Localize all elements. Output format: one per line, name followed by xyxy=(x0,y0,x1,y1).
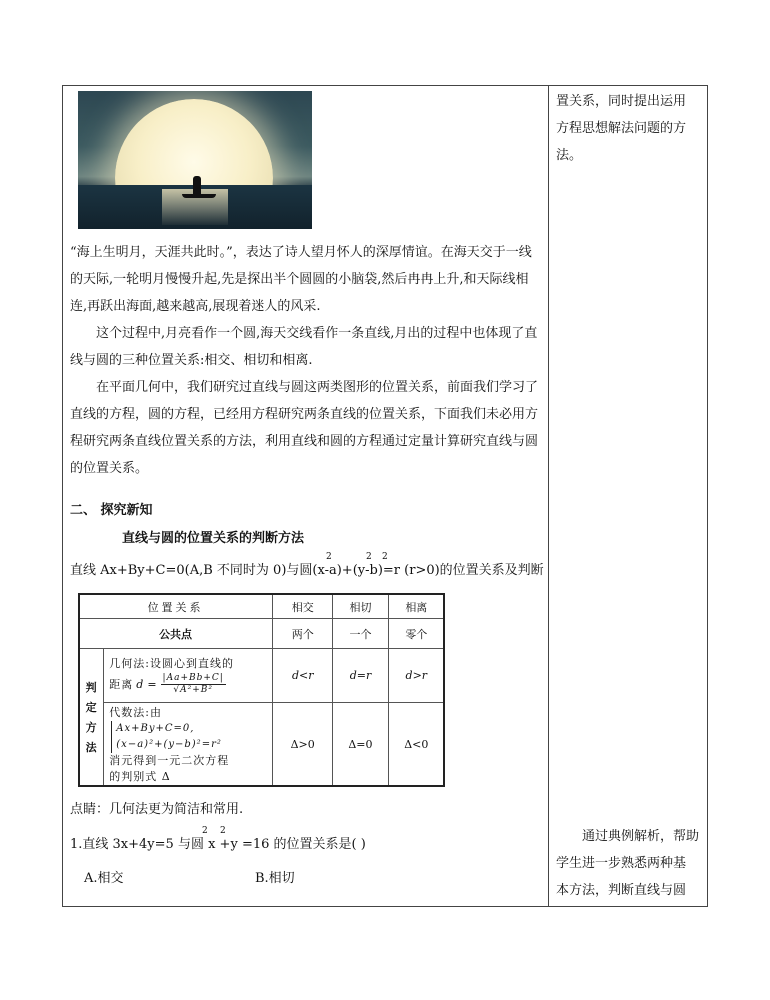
header-intersect: 相交 xyxy=(273,595,333,619)
geo-tangent: d=r xyxy=(333,649,388,703)
note-text: 点睛：几何法更为简洁和常用. xyxy=(70,802,244,817)
exp-2-e: 2 xyxy=(220,826,226,836)
exp-2-a: 2 xyxy=(326,552,332,562)
exp-2-c: 2 xyxy=(382,552,388,562)
exp-2-d: 2 xyxy=(202,826,208,836)
points-two: 两个 xyxy=(273,619,333,649)
header-relation: 位置关系 xyxy=(79,595,273,619)
algebraic-method-cell: 代数法:由 Ax+By+C=0, (x−a)²+(y−b)²=r² 消元得到一元二次方程 的判别式 Δ xyxy=(104,703,273,787)
side-note-1: 置关系，同时提出运用 方程思想解法问题的方 法。 xyxy=(556,94,687,163)
header-separate: 相离 xyxy=(388,595,444,619)
points-zero: 零个 xyxy=(388,619,444,649)
section-subheading: 直线与圆的位置关系的判断方法 xyxy=(122,531,305,546)
side-note-2: 通过典例解析，帮助 学生进一步熟悉两种基 本方法，判断直线与圆 xyxy=(556,829,700,898)
points-one: 一个 xyxy=(333,619,388,649)
column-divider xyxy=(548,85,549,907)
distance-fraction: $\frac{|Aa+Bb+C|}{\text{√A²+B²}}$ xyxy=(162,673,224,695)
geometric-method-cell: 几何法:设圆心到直线的 距离 d = $\frac{|Aa+Bb+C|}{\text{√A²+B²}}$ xyxy=(104,649,273,703)
option-b: B.相切 xyxy=(255,871,295,886)
geo-separate: d>r xyxy=(388,649,444,703)
section-heading: 二、 探究新知 xyxy=(70,503,153,518)
moon-sea-image xyxy=(78,91,312,229)
judge-method-label: 判 定 方 法 xyxy=(79,649,104,787)
boat-silhouette xyxy=(182,194,216,198)
header-tangent: 相切 xyxy=(333,595,388,619)
alg-tangent: Δ=0 xyxy=(333,703,388,787)
option-a: A.相交 xyxy=(84,871,124,886)
intro-paragraph-1: “海上生明月，天涯共此时。”，表达了诗人望月怀人的深厚情谊。在海天交于一线的天际,一轮明月慢慢升起,先是探出半个圆圆的小脑袋,然后冉冉上升,和天际线相连,再跃出海面,越来越高,展现着迷人的风采. xyxy=(70,245,532,314)
intro-paragraph-2: 这个过程中,月亮看作一个圆,海天交线看作一条直线,月出的过程中也体现了直线与圆的三种位置关系:相交、相切和相离. xyxy=(70,326,538,368)
exp-2-b: 2 xyxy=(366,552,372,562)
person-silhouette xyxy=(193,176,201,194)
alg-intersect: Δ>0 xyxy=(273,703,333,787)
equation-system: Ax+By+C=0, (x−a)²+(y−b)²=r² xyxy=(111,721,272,753)
row-points-label: 公共点 xyxy=(79,619,273,649)
alg-separate: Δ<0 xyxy=(388,703,444,787)
geo-intersect: d<r xyxy=(273,649,333,703)
relation-statement: 直线 Ax+By+C=0(A,B 不同时为 0)与圆(x-a)+(y-b)=r (r>0)的位置关系及判断 xyxy=(70,563,544,578)
question-1: 1.直线 3x+4y=5 与圆 x +y =16 的位置关系是( ) xyxy=(70,837,366,852)
relation-judgement-table xyxy=(78,594,445,787)
intro-paragraph-3: 在平面几何中，我们研究过直线与圆这两类图形的位置关系，前面我们学习了直线的方程，圆的方程，已经用方程研究两条直线的位置关系，下面我们未必用方程研究两条直线位置关系的方法，利用直线和圆的方程通过定量计算研究直线与圆的位置关系。 xyxy=(70,380,539,476)
